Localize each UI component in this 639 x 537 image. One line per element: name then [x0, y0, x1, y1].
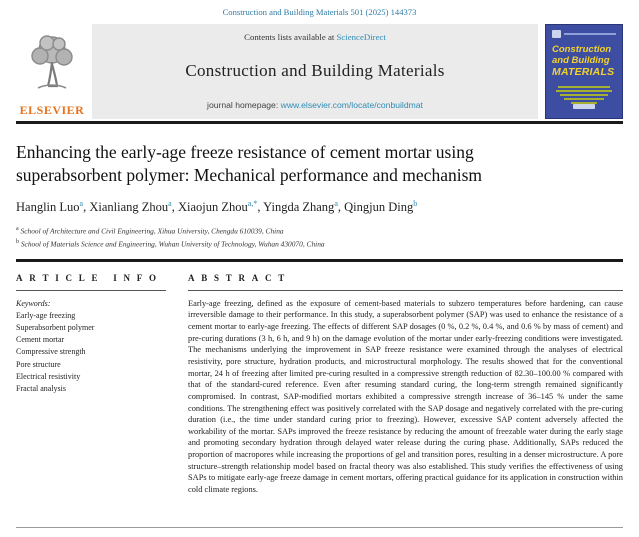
article-info-rule: [16, 290, 166, 291]
cover-publisher-icon: [552, 30, 561, 38]
journal-masthead-box: [92, 24, 538, 119]
elsevier-tree-icon: [24, 24, 80, 103]
author-list: [16, 199, 623, 215]
affiliation-text: School of Architecture and Civil Engineering, Xihua University, Chengdu 610039, China: [18, 226, 284, 236]
article-info-heading: A R T I C L E I N F O: [16, 272, 160, 283]
author-affiliation-mark: a: [168, 199, 172, 208]
cover-header-decoration: [552, 30, 616, 38]
keyword: Cement mortar: [16, 335, 65, 345]
author-name: Hanglin Luo: [16, 200, 80, 215]
cover-title-line2: and Building: [552, 55, 610, 66]
cover-title-line1: Construction: [552, 44, 612, 55]
author-name: Qingjun Ding: [344, 200, 414, 215]
author: [16, 200, 89, 214]
cover-title-line3: MATERIALS: [552, 66, 615, 78]
cover-header-line: [564, 33, 616, 35]
abstract-text: Early-age freezing, defined as the exposure of cement-based materials to subzero temperatures before hardening, can cause irreversible damage to their performance. In this study, a superabsorbent polymer (SAP) was used to enhance the resistance of a cement mortar to early-age freezing. The effects of different SAP dosages (0 %, 0.2 %, 0.4 %, and 0.6 % by mass of cement) and pre-curing durations (3 h, 6 h, and 9 h) on the damage evolution of the mortar under early-freezing conditions were investigated. The mechanisms underlying the improvement in SAP freeze resistance were examined through the analyses of electrical resistivity, pore structure, hydration products, and microstructural morphology. The results showed that for the conventional mortar, 24 h of freezing after limited pre-curing resulted in a compressive strength reduction of 82.30–100.00 % compared with that of the standard-cured reference. Even after resuming standard curing, the long-term strength remained significantly compromised. In contrast, SAP-modified mortars exhibited a compressive strength increase of 36–145 % under the same conditions. The strengthening effect was positively correlated with the SAP dosage and negatively correlated with the pre-curing duration (i.e., the time under standard curing prior to freezing). However, excessive SAP content adversely affected the workability of the mortar. SAPs improved the freeze resistance by reducing the amount of freezable water during the early stage and promoting secondary hydration through delayed water release during the curing phase. Additionally, SAPs reduced the proportion of macropores while increasing the proportions of gel and transition pores, resulting in a denser microstructure. A pore structure–strength relationship model based on fractal theory was also established. This study verifies the effectiveness of using SAPs to mitigate early-age freeze damage in cement mortars, offering practical guidance for its application in construction within cold climate regions.: [188, 298, 623, 495]
elsevier-logo-text: ELSEVIER: [19, 103, 85, 117]
keyword: Pore structure: [16, 359, 61, 369]
author-name: Yingda Zhang: [263, 200, 335, 215]
journal-cover-thumbnail[interactable]: [545, 24, 623, 119]
homepage-line: [207, 100, 423, 110]
affiliation: [16, 237, 623, 250]
journal-title: Construction and Building Materials: [185, 61, 445, 80]
author: [263, 200, 344, 214]
author-name: Xianliang Zhou: [89, 200, 169, 215]
affiliation: [16, 224, 623, 237]
abstract-column: [188, 273, 623, 496]
author: [344, 200, 417, 214]
author-separator: ,: [171, 200, 178, 215]
affiliation-list: [16, 224, 623, 250]
author: [178, 200, 263, 214]
article-info-column: [16, 273, 188, 496]
author-separator: ,: [257, 200, 264, 215]
keyword: Compressive strength: [16, 347, 86, 357]
keyword: Electrical resistivity: [16, 371, 81, 381]
author-affiliation-mark: b: [413, 199, 418, 208]
keyword: Fractal analysis: [16, 384, 66, 394]
journal-citation-header: Construction and Building Materials 501 (2025) 144373: [222, 7, 417, 17]
keyword: Superabsorbent polymer: [16, 323, 95, 332]
keywords-label: Keywords:: [16, 298, 51, 308]
article-title-line2: superabsorbent polymer: Mechanical performance and mechanism: [16, 165, 482, 185]
author-affiliation-mark: a,*: [247, 199, 258, 208]
author-separator: ,: [83, 200, 90, 215]
affiliation-mark: a: [16, 226, 19, 233]
author-affiliation-mark: a: [79, 199, 84, 208]
article-title-line1: Enhancing the early-age freeze resistance of cement mortar using: [16, 142, 474, 162]
article-title: [16, 141, 623, 187]
elsevier-logo[interactable]: [16, 24, 88, 119]
info-abstract-columns: [16, 273, 623, 496]
affiliation-text: School of Materials Science and Engineering, Wuhan University of Technology, Wuhan 430070, China: [19, 239, 325, 249]
journal-header: [16, 24, 623, 119]
page-bottom-rule: [16, 527, 623, 528]
abstract-rule: [188, 290, 623, 291]
author-separator: ,: [337, 200, 345, 215]
cover-subtitle-decoration: [552, 86, 616, 104]
contents-line: [244, 32, 386, 42]
abstract-heading: A B S T R A C T: [188, 272, 288, 283]
cover-footer-decoration: [573, 104, 595, 109]
header-divider-rule: [16, 121, 623, 124]
title-block-divider-rule: [16, 259, 623, 262]
sciencedirect-link[interactable]: ScienceDirect: [336, 32, 386, 42]
journal-homepage-link[interactable]: www.elsevier.com/locate/conbuildmat: [280, 100, 423, 110]
author-affiliation-mark: a: [334, 199, 338, 208]
contents-line-prefix: Contents lists available at: [244, 32, 337, 42]
author: [89, 200, 178, 214]
author-name: Xiaojun Zhou: [177, 200, 248, 215]
homepage-prefix: journal homepage:: [207, 100, 281, 110]
affiliation-mark: b: [16, 239, 19, 246]
keyword: Early-age freezing: [16, 310, 76, 320]
